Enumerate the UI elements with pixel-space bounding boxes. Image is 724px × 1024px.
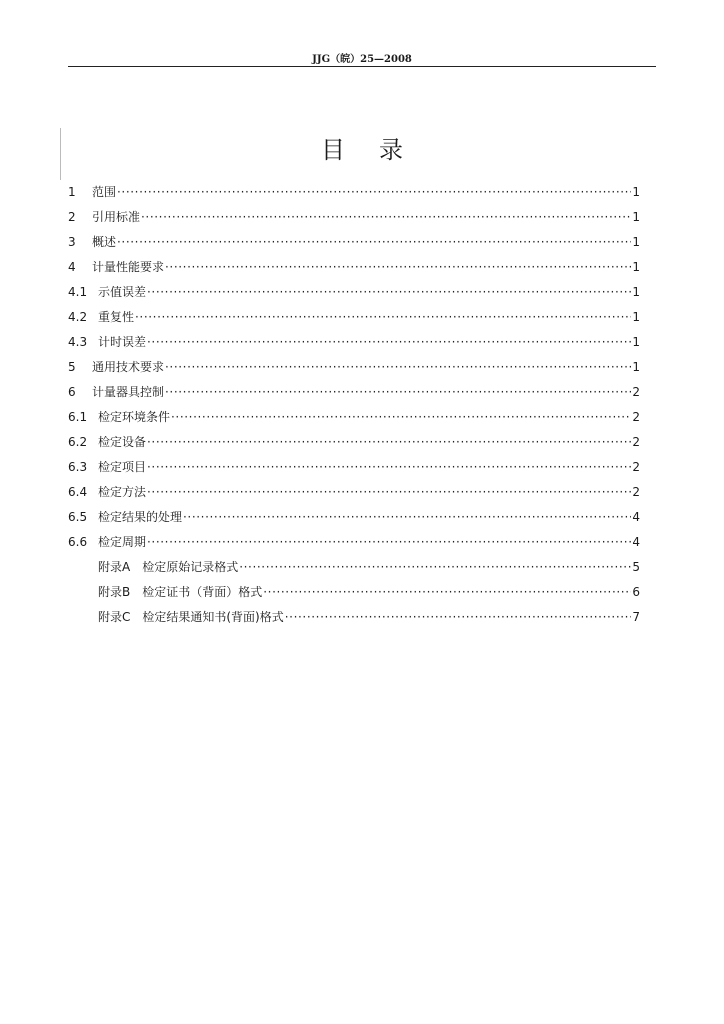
toc-entry-page: 1 (632, 235, 640, 249)
toc-entry-number: 3 (68, 235, 76, 249)
page-title: 目录 (321, 136, 437, 164)
dot-leader (165, 380, 631, 405)
toc-entry-number: 6.4 (68, 485, 88, 499)
toc-entry-page: 1 (632, 285, 640, 299)
document-code-header: JJG（皖）25—2008 (312, 54, 412, 65)
toc-entry-page: 2 (632, 410, 640, 424)
toc-entry-appendix-a[interactable] (68, 555, 640, 580)
toc-entry[interactable] (68, 180, 640, 205)
toc-entry[interactable] (68, 330, 640, 355)
toc-entry-number: 6.5 (68, 510, 88, 524)
toc-entry-page: 1 (632, 360, 640, 374)
toc-entry-page: 6 (632, 585, 640, 599)
toc-entry-label: 检定结果的处理 (98, 510, 183, 524)
dot-leader (141, 205, 631, 230)
toc-entry-label: 检定环境条件 (98, 410, 171, 424)
dot-leader (183, 505, 631, 530)
toc-entry-label: 检定设备 (98, 435, 147, 449)
toc-entry[interactable] (68, 530, 640, 555)
toc-entry-label: 范围 (92, 185, 117, 199)
toc-entry-label: 概述 (92, 235, 117, 249)
toc-entry-page: 2 (632, 485, 640, 499)
toc-entry-number: 4 (68, 260, 76, 274)
toc-entry-label: 计量性能要求 (92, 260, 165, 274)
toc-entry-page: 1 (632, 335, 640, 349)
toc-entry-label: 检定周期 (98, 535, 147, 549)
toc-entry-label: 检定项目 (98, 460, 147, 474)
toc-entry-number: 2 (68, 210, 76, 224)
toc-entry[interactable] (68, 480, 640, 505)
toc-entry-label: 示值误差 (98, 285, 147, 299)
toc-entry-label: 检定方法 (98, 485, 147, 499)
toc-entry-number: 6.6 (68, 535, 88, 549)
toc-entry-label: 计时误差 (98, 335, 147, 349)
toc-entry-label: 引用标准 (92, 210, 141, 224)
toc-entry[interactable] (68, 380, 640, 405)
toc-entry-number: 6.2 (68, 435, 88, 449)
table-of-contents (68, 180, 640, 630)
toc-entry-label: 计量器具控制 (92, 385, 165, 399)
toc-entry[interactable] (68, 230, 640, 255)
toc-entry-page: 2 (632, 435, 640, 449)
dot-leader (147, 530, 631, 555)
toc-entry-number: 4.3 (68, 335, 88, 349)
dot-leader (263, 580, 631, 605)
toc-entry-number: 4.1 (68, 285, 88, 299)
toc-entry-number: 6.3 (68, 460, 88, 474)
toc-entry[interactable] (68, 305, 640, 330)
toc-entry-number: 5 (68, 360, 76, 374)
toc-entry[interactable] (68, 430, 640, 455)
dot-leader (239, 555, 631, 580)
dot-leader (147, 330, 631, 355)
toc-entry-appendix-b[interactable] (68, 580, 640, 605)
toc-entry-label: 附录B 检定证书（背面）格式 (98, 585, 263, 599)
toc-entry-page: 2 (632, 385, 640, 399)
toc-entry-page: 5 (632, 560, 640, 574)
toc-entry-number: 6.1 (68, 410, 88, 424)
dot-leader (117, 180, 631, 205)
toc-entry[interactable] (68, 505, 640, 530)
dot-leader (171, 405, 631, 430)
toc-entry-number: 4.2 (68, 310, 88, 324)
toc-entry-number: 1 (68, 185, 76, 199)
toc-entry-label: 附录C 检定结果通知书(背面)格式 (98, 610, 284, 624)
dot-leader (147, 480, 631, 505)
toc-entry-label: 重复性 (98, 310, 135, 324)
toc-entry-page: 1 (632, 260, 640, 274)
toc-entry[interactable] (68, 280, 640, 305)
toc-entry-page: 1 (632, 185, 640, 199)
dot-leader (147, 430, 631, 455)
dot-leader (165, 355, 631, 380)
toc-entry-label: 通用技术要求 (92, 360, 165, 374)
toc-entry-page: 1 (632, 310, 640, 324)
dot-leader (135, 305, 631, 330)
toc-entry-page: 2 (632, 460, 640, 474)
toc-entry[interactable] (68, 205, 640, 230)
toc-entry[interactable] (68, 405, 640, 430)
dot-leader (165, 255, 631, 280)
toc-entry-page: 1 (632, 210, 640, 224)
dot-leader (147, 455, 631, 480)
toc-entry-page: 7 (632, 610, 640, 624)
toc-entry[interactable] (68, 355, 640, 380)
toc-entry-page: 4 (632, 510, 640, 524)
toc-entry-label: 附录A 检定原始记录格式 (98, 560, 239, 574)
dot-leader (117, 230, 631, 255)
toc-entry[interactable] (68, 455, 640, 480)
toc-entry[interactable] (68, 255, 640, 280)
toc-entry-page: 4 (632, 535, 640, 549)
dot-leader (147, 280, 631, 305)
toc-entry-number: 6 (68, 385, 76, 399)
toc-entry-appendix-c[interactable] (68, 605, 640, 630)
dot-leader (285, 605, 631, 630)
header-rule (68, 66, 656, 67)
